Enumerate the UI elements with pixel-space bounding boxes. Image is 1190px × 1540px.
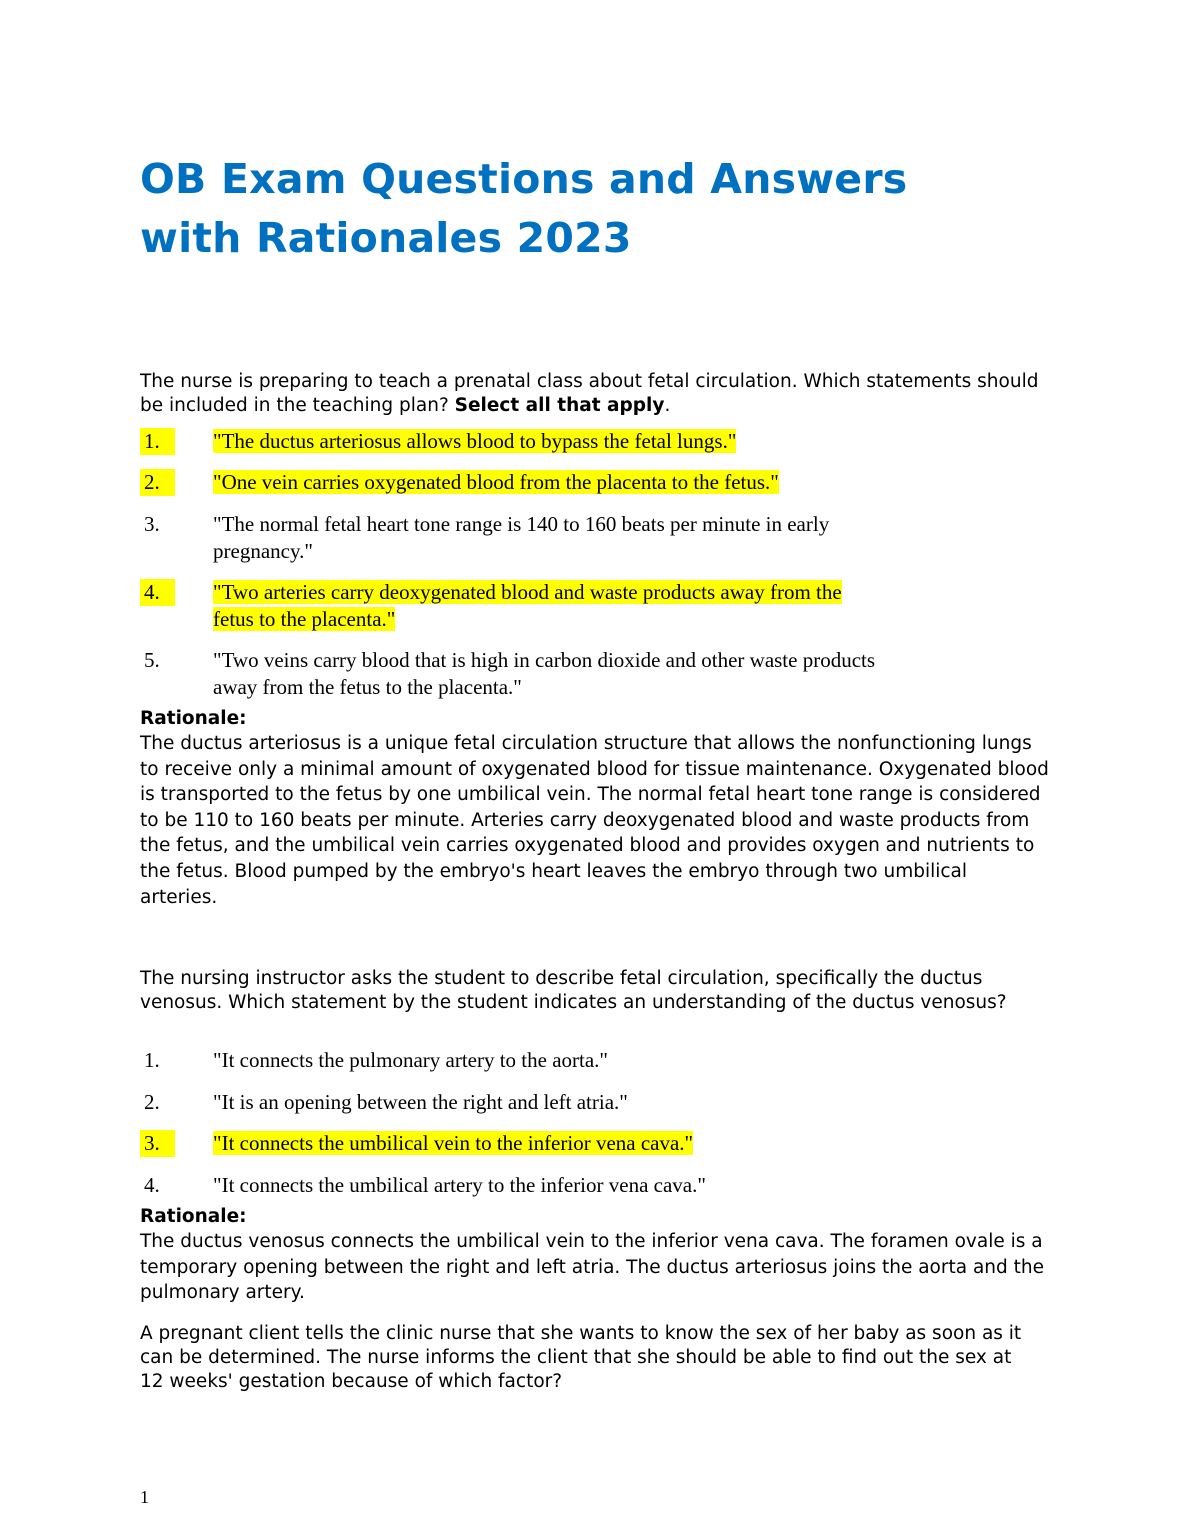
option-number: 5. (144, 648, 160, 672)
select-all-emphasis: Select all that apply (454, 395, 665, 416)
q1-rationale-label: Rationale: (140, 708, 247, 729)
option-text: "It connects the umbilical vein to the inferior vena cava." (213, 1131, 694, 1155)
option-number: 3. (144, 512, 160, 536)
option-text: "The normal fetal heart tone range is 140 to 160 beats per minute in early pregnancy." (213, 512, 830, 563)
option-text: "It connects the umbilical artery to the inferior vena cava." (213, 1173, 706, 1197)
option-text: "It is an opening between the right and left atria." (213, 1090, 628, 1114)
option-text: "Two arteries carry deoxygenated blood and waste products away from the fetus to the placenta." (213, 580, 842, 631)
option-number: 3. (140, 1130, 175, 1157)
q1-rationale-text: The ductus arteriosus is a unique fetal circulation structure that allows the nonfunctioning lungs to receive only a minimal amount of oxygenated blood for tissue maintenance. Oxygenated blood is transported to the fetus by one umbilical vein. The normal fetal heart tone range is considered to be 110 to 160 beats per minute. Arteries carry deoxygenated blood and waste products from the fetus, and the umbilical vein carries oxygenated blood and provides oxygen and nutrients to the fetus. Blood pumped by the embryo's heart leaves the embryo through two umbilical arteries. (140, 733, 1049, 908)
page-number: 1 (140, 1487, 149, 1507)
title-line-2: with Rationales 2023 (140, 214, 632, 262)
option-number: 2. (140, 469, 175, 496)
q2-rationale-text: The ductus venosus connects the umbilical vein to the inferior vena cava. The foramen ovale is a temporary opening between the right and left atria. The ductus arteriosus joins the aorta and the pulmonary artery. (140, 1231, 1044, 1304)
option-number: 4. (140, 579, 175, 606)
option-text: "One vein carries oxygenated blood from the placenta to the fetus." (213, 470, 779, 494)
option-text: "Two veins carry blood that is high in carbon dioxide and other waste products away from the fetus to the placenta." (213, 648, 876, 699)
q2-rationale-label: Rationale: (140, 1206, 247, 1227)
option-number: 1. (140, 428, 175, 455)
document-title (140, 150, 1060, 268)
title-line-1: OB Exam Questions and Answers (140, 155, 908, 203)
question-3-stem: A pregnant client tells the clinic nurse that she wants to know the sex of her baby as soon as it can be determined. The nurse informs the client that she should be able to find out the sex at 12 weeks' gestation because of which factor? (140, 1323, 1022, 1392)
option-number: 2. (144, 1090, 160, 1114)
option-text: "The ductus arteriosus allows blood to bypass the fetal lungs." (213, 429, 737, 453)
question-2-stem: The nursing instructor asks the student to describe fetal circulation, specifically the ductus venosus. Which statement by the student indicates an understanding of the ductus venosus? (140, 968, 1007, 1013)
option-number: 4. (144, 1173, 160, 1197)
option-number: 1. (144, 1048, 160, 1072)
question-1-stem: The nurse is preparing to teach a prenatal class about fetal circulation. Which statements should be included in the teaching plan? Select all that apply. (140, 371, 1039, 416)
option-text: "It connects the pulmonary artery to the aorta." (213, 1048, 609, 1072)
